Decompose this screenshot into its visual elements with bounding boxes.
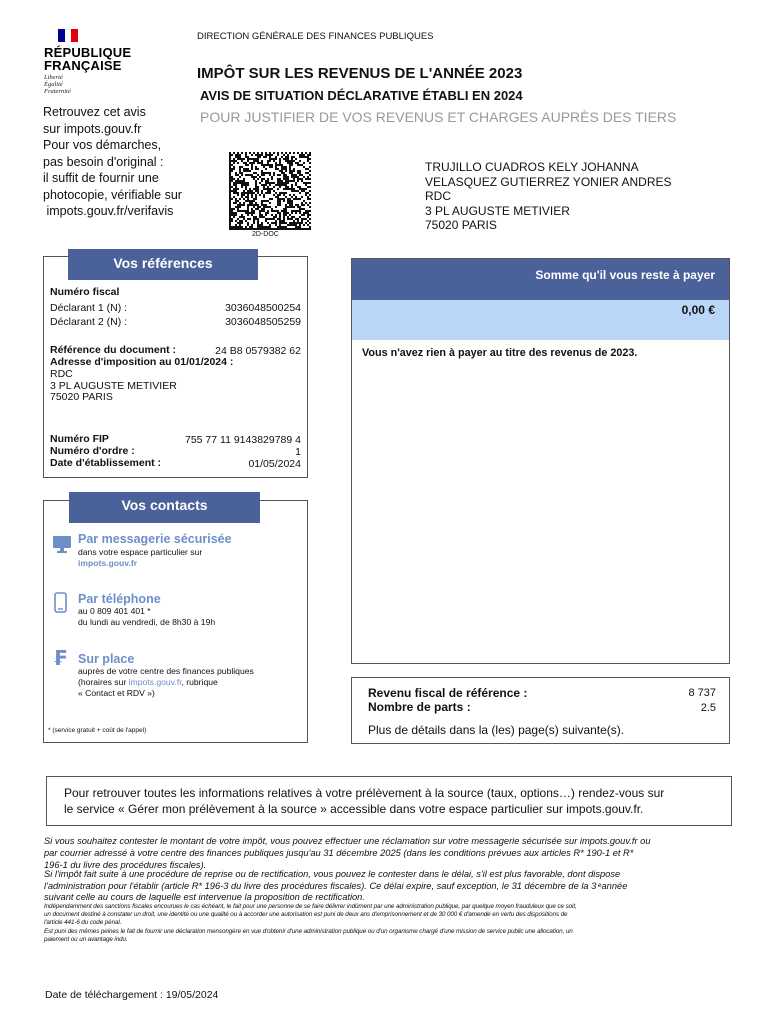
notice-line: il suffit de fournir une (43, 171, 159, 185)
payment-heading-bar (352, 259, 729, 300)
legal-line: l'administration pour l'établir (article R* 196-3 du livre des procédures fiscales). Ce délai expire, sauf exception, le 31 décembre de la 3 ͤ année (44, 880, 628, 891)
recipient-address (425, 160, 672, 233)
declarant1-value: 3036048500254 (225, 302, 301, 314)
rfr-value: 8 737 (688, 687, 716, 699)
messagerie-text: dans votre espace particulier sur (78, 547, 203, 557)
telephone-hours: du lundi au vendredi, de 8h30 à 19h (78, 617, 216, 627)
parts-label: Nombre de parts : (368, 700, 471, 714)
legal-line: l'article 441-6 du code pénal. (44, 919, 122, 927)
payment-amount: 0,00 € (681, 303, 715, 317)
legal-line: paiement ou un avantage indu. (44, 935, 128, 943)
references-tab: Vos références (68, 249, 258, 280)
recipient-line: TRUJILLO CUADROS KELY JOHANNA (425, 160, 639, 174)
payment-box (351, 258, 730, 664)
republique-flag-icon (58, 29, 78, 42)
adresse-line: RDC (50, 368, 73, 380)
sur-place-text: auprès de votre centre des finances publiques (78, 666, 254, 676)
notice-line: Retrouvez cet avis (43, 105, 146, 119)
notice-line: sur impots.gouv.fr (43, 121, 142, 136)
notice-line: Pour vos démarches, (43, 138, 162, 152)
contacts-tab: Vos contacts (69, 492, 260, 523)
payment-amount-bar (352, 300, 729, 340)
adresse-label: Adresse d'imposition au 01/01/2024 : (50, 356, 234, 368)
legal-rectification (44, 869, 734, 904)
revenue-details: Plus de détails dans la (les) page(s) suivante(s). (368, 723, 625, 737)
adresse-line: 3 PL AUGUSTE METIVIER (50, 380, 177, 392)
sur-place-horaires-prefix: (horaires sur (78, 677, 129, 687)
prelevement-box (46, 776, 732, 826)
download-date: Date de téléchargement : 19/05/2024 (45, 989, 219, 1001)
payment-heading: Somme qu'il vous reste à payer (535, 268, 715, 282)
notice-line: pas besoin d'original : (43, 154, 164, 169)
direction-label: DIRECTION GÉNÉRALE DES FINANCES PUBLIQUES (197, 31, 434, 42)
legal-line: Indépendamment des sanctions fiscales encourues le cas échéant, le fait pour une personne de se faire délivrer indûment par une administration publique, par quelque moyen frauduleux que ce soit, (44, 903, 577, 910)
devise-egalite: Égalité (44, 81, 63, 88)
telephone-title: Par téléphone (78, 592, 161, 606)
phone-icon (54, 592, 67, 613)
fip-label: Numéro FIP (50, 433, 109, 445)
adresse-line: 75020 PARIS (50, 391, 113, 403)
devise-fraternite: Fraternité (44, 88, 71, 95)
recipient-line: VELASQUEZ GUTIERREZ YONIER ANDRES (425, 174, 672, 189)
ref-doc-label: Référence du document : (50, 344, 177, 356)
numero-fiscal-label: Numéro fiscal (50, 286, 120, 298)
recipient-line: 3 PL AUGUSTE METIVIER (425, 203, 570, 218)
legal-line: Est puni des mêmes peines le fait de fournir une déclaration mensongère en vue d'obtenir d'une administration publique ou d'un organisme chargé d'une mission de service public une allocation, un (44, 927, 573, 935)
document-title: IMPÔT SUR LES REVENUS DE L'ANNÉE 2023 (197, 65, 523, 82)
declarant1-label: Déclarant 1 (N) : (50, 302, 128, 314)
computer-icon (52, 535, 72, 554)
notice-text (43, 104, 208, 220)
legal-line: 196-1 du livre des procédures fiscales). (44, 860, 207, 870)
legal-line: Si vous souhaitez contester le montant de votre impôt, vous pouvez effectuer une réclamation sur votre messagerie sécurisée sur impots.gouv.fr ou (44, 836, 651, 846)
document-subtitle: AVIS DE SITUATION DÉCLARATIVE ÉTABLI EN 2024 (200, 88, 523, 103)
barcode-caption: 2D-DOC (252, 231, 279, 238)
declarant2-label: Déclarant 2 (N) : (50, 316, 128, 328)
prelevement-line: le service « Gérer mon prélèvement à la source » accessible dans votre espace particulier sur impots.gouv.fr. (64, 801, 644, 816)
sur-place-link[interactable]: impots.gouv.fr (128, 677, 182, 687)
revenue-box (351, 677, 730, 744)
notice-line: impots.gouv.fr/verifavis (43, 204, 174, 218)
payment-message: Vous n'avez rien à payer au titre des revenus de 2023. (362, 347, 638, 359)
logo-line-2: FRANÇAISE (44, 58, 122, 73)
messagerie-title: Par messagerie sécurisée (78, 532, 232, 546)
legal-line: par courrier adressé à votre centre des finances publiques jusqu'au 31 décembre 2025 (dans les conditions prévues aux articles R* 190-1 et R* (44, 848, 634, 858)
legal-sanctions (44, 903, 734, 944)
messagerie-link[interactable]: impots.gouv.fr (78, 558, 138, 568)
notice-line: photocopie, vérifiable sur (43, 187, 182, 202)
ordre-value: 1 (295, 446, 301, 458)
fip-value: 755 77 11 9143829789 4 (184, 434, 301, 446)
sur-place-horaires (78, 677, 218, 689)
devise-liberte: Liberté (44, 74, 63, 81)
rfr-label: Revenu fiscal de référence : (368, 686, 528, 700)
ref-doc-value: 24 B8 0579382 62 (215, 345, 301, 357)
franc-icon: ₣ (53, 646, 67, 670)
recipient-line: RDC (425, 189, 451, 203)
date-etablissement-value: 01/05/2024 (248, 458, 301, 470)
contacts-footnote: * (service gratuit + coût de l'appel) (48, 727, 147, 734)
prelevement-line: Pour retrouver toutes les informations relatives à votre prélèvement à la source (taux, options…) rendez-vous sur (64, 786, 665, 800)
document-purpose: POUR JUSTIFIER DE VOS REVENUS ET CHARGES AUPRÈS DES TIERS (200, 109, 677, 125)
logo-line-1: RÉPUBLIQUE (44, 45, 132, 60)
date-etablissement-label: Date d'établissement : (50, 457, 162, 469)
legal-line: suivant celle au cours de laquelle est intervenue la proposition de rectification. (44, 892, 365, 902)
declarant2-value: 3036048505259 (225, 316, 301, 328)
legal-contest (44, 835, 734, 871)
parts-value: 2.5 (700, 702, 716, 714)
legal-line: Si l'impôt fait suite à une procédure de reprise ou de rectification, vous pouvez le contester dans le délai, s'il est plus favorable, dont dispose (44, 869, 621, 879)
telephone-number: au 0 809 401 401 * (78, 606, 151, 616)
sur-place-rubrique: « Contact et RDV ») (78, 688, 155, 698)
sur-place-horaires-suffix: , rubrique (181, 677, 218, 687)
ordre-label: Numéro d'ordre : (50, 445, 135, 457)
2d-doc-barcode-icon (229, 152, 311, 230)
legal-line: un document destiné à constater un droit, une identité ou une qualité ou à accorder une autorisation est puni de deux ans d'emprisonnement et de 30 000 € d'amende en vertu des dispositions de (44, 911, 568, 919)
sur-place-title: Sur place (78, 652, 135, 666)
recipient-line: 75020 PARIS (425, 218, 497, 232)
